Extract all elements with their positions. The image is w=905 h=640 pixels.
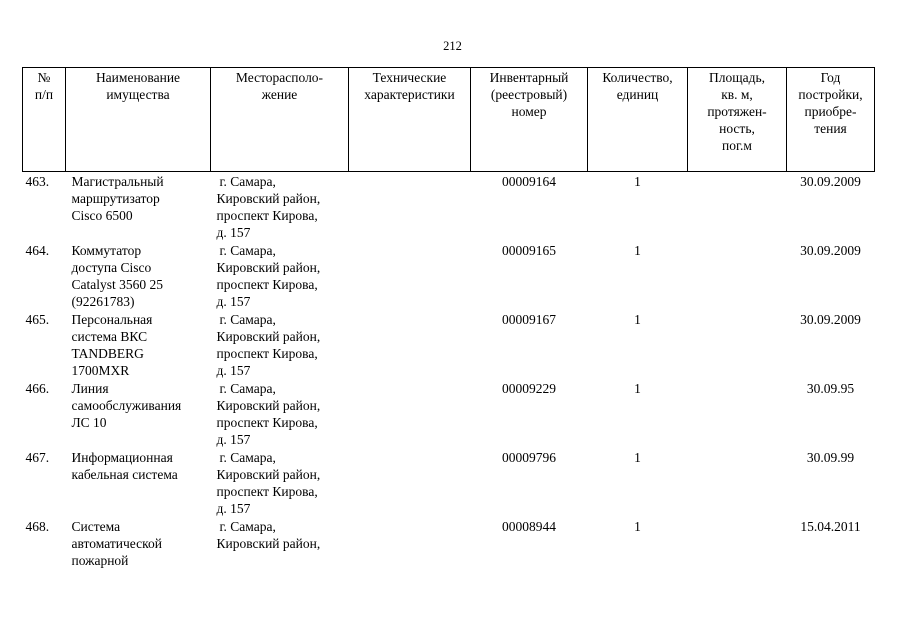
header-line: единиц xyxy=(616,87,659,102)
cell-name-line: Cisco 6500 xyxy=(71,208,133,223)
header-line: имущества xyxy=(106,87,170,102)
cell-area xyxy=(688,518,787,578)
cell-year: 30.09.2009 xyxy=(800,243,861,258)
cell-name-line: пожарной xyxy=(71,553,129,568)
header-name xyxy=(66,68,211,172)
cell-name xyxy=(66,449,211,518)
table-body xyxy=(23,172,875,579)
cell-location-line: проспект Кирова, xyxy=(216,346,318,361)
cell-location-line: Кировский район, xyxy=(216,260,321,275)
cell-location-line: проспект Кирова, xyxy=(216,208,318,223)
cell-name-line: TANDBERG xyxy=(71,346,144,361)
cell-location-line: Кировский район, xyxy=(216,467,321,482)
header-year xyxy=(787,68,875,172)
cell-name-line: ЛС 10 xyxy=(71,415,107,430)
cell-name xyxy=(66,172,211,243)
header-line: номер xyxy=(511,104,547,119)
table-header xyxy=(23,68,875,172)
cell-number: 464. xyxy=(25,243,50,258)
header-line: протяжен- xyxy=(707,104,767,119)
cell-name-line: 1700MXR xyxy=(71,363,130,378)
table-row xyxy=(23,242,875,311)
header-line: Год xyxy=(820,70,841,85)
cell-location xyxy=(211,311,349,380)
cell-location xyxy=(211,172,349,243)
cell-number: 468. xyxy=(25,519,50,534)
cell-location-line: г. Самара, xyxy=(219,519,276,534)
cell-name xyxy=(66,518,211,578)
header-area xyxy=(688,68,787,172)
cell-name-line: Информационная xyxy=(71,450,173,465)
cell-tech xyxy=(349,242,471,311)
cell-location-line: Кировский район, xyxy=(216,329,321,344)
cell-quantity: 1 xyxy=(634,519,641,534)
header-inventory xyxy=(471,68,588,172)
property-table xyxy=(22,67,875,578)
cell-tech xyxy=(349,449,471,518)
cell-quantity: 1 xyxy=(634,243,641,258)
table-row xyxy=(23,380,875,449)
header-line: Наименование xyxy=(95,70,181,85)
cell-location xyxy=(211,518,349,578)
cell-year: 30.09.95 xyxy=(806,381,855,396)
cell-location-line: проспект Кирова, xyxy=(216,415,318,430)
header-line: Технические xyxy=(372,70,447,85)
cell-name xyxy=(66,380,211,449)
cell-area xyxy=(688,449,787,518)
header-line: ность, xyxy=(719,121,755,136)
cell-location xyxy=(211,449,349,518)
cell-area xyxy=(688,311,787,380)
header-line: кв. м, xyxy=(721,87,753,102)
cell-location-line: Кировский район, xyxy=(216,191,321,206)
header-location xyxy=(211,68,349,172)
cell-name-line: (92261783) xyxy=(71,294,135,309)
cell-name-line: Коммутатор xyxy=(71,243,142,258)
header-line: п/п xyxy=(34,87,54,102)
cell-name-line: кабельная система xyxy=(71,467,178,482)
header-line: Месторасполо- xyxy=(235,70,324,85)
cell-name-line: самообслуживания xyxy=(71,398,182,413)
header-line: (реестровый) xyxy=(490,87,568,102)
header-line: жение xyxy=(261,87,298,102)
cell-year: 30.09.99 xyxy=(806,450,855,465)
header-line: Площадь, xyxy=(708,70,766,85)
cell-location-line: проспект Кирова, xyxy=(216,277,318,292)
header-line: № xyxy=(37,70,51,85)
cell-location-line: Кировский район, xyxy=(216,536,321,551)
header-line: постройки, xyxy=(798,87,863,102)
cell-location xyxy=(211,242,349,311)
cell-inventory: 00009229 xyxy=(502,381,556,396)
cell-location-line: д. 157 xyxy=(216,501,251,516)
cell-location-line: г. Самара, xyxy=(219,174,276,189)
cell-location-line: д. 157 xyxy=(216,294,251,309)
cell-name-line: система ВКС xyxy=(71,329,148,344)
cell-location-line: г. Самара, xyxy=(219,381,276,396)
header-row xyxy=(23,68,875,172)
cell-quantity: 1 xyxy=(634,450,641,465)
cell-quantity: 1 xyxy=(634,381,641,396)
header-line: пог.м xyxy=(722,138,752,153)
cell-location-line: д. 157 xyxy=(216,363,251,378)
cell-location-line: д. 157 xyxy=(216,432,251,447)
table-row xyxy=(23,449,875,518)
cell-name-line: доступа Cisco xyxy=(71,260,152,275)
header-line: Инвентарный xyxy=(489,70,569,85)
cell-name-line: Персональная xyxy=(71,312,153,327)
cell-year: 15.04.2011 xyxy=(800,519,861,534)
cell-tech xyxy=(349,172,471,243)
cell-inventory: 00008944 xyxy=(502,519,556,534)
cell-inventory: 00009796 xyxy=(502,450,556,465)
header-line: приобре- xyxy=(804,104,857,119)
cell-name-line: маршрутизатор xyxy=(71,191,160,206)
header-line: Количество, xyxy=(602,70,673,85)
cell-number: 467. xyxy=(25,450,50,465)
cell-tech xyxy=(349,380,471,449)
cell-location-line: Кировский район, xyxy=(216,398,321,413)
cell-quantity: 1 xyxy=(634,312,641,327)
header-line: характеристики xyxy=(364,87,455,102)
header-quantity xyxy=(588,68,688,172)
cell-quantity: 1 xyxy=(634,174,641,189)
cell-location-line: г. Самара, xyxy=(219,450,276,465)
header-number xyxy=(23,68,66,172)
cell-area xyxy=(688,242,787,311)
cell-location-line: д. 157 xyxy=(216,225,251,240)
cell-name-line: Линия xyxy=(71,381,109,396)
header-tech xyxy=(349,68,471,172)
cell-tech xyxy=(349,518,471,578)
cell-year: 30.09.2009 xyxy=(800,174,861,189)
table-row xyxy=(23,311,875,380)
cell-name xyxy=(66,242,211,311)
cell-name-line: Магистральный xyxy=(71,174,164,189)
cell-inventory: 00009165 xyxy=(502,243,556,258)
cell-number: 463. xyxy=(25,174,50,189)
cell-tech xyxy=(349,311,471,380)
cell-location-line: проспект Кирова, xyxy=(216,484,318,499)
cell-area xyxy=(688,172,787,243)
cell-inventory: 00009167 xyxy=(502,312,556,327)
cell-year: 30.09.2009 xyxy=(800,312,861,327)
cell-location-line: г. Самара, xyxy=(219,243,276,258)
cell-area xyxy=(688,380,787,449)
cell-name-line: автоматической xyxy=(71,536,162,551)
cell-number: 465. xyxy=(25,312,50,327)
table-row xyxy=(23,172,875,243)
page-number: 212 xyxy=(443,39,462,53)
table-row xyxy=(23,518,875,578)
cell-location-line: г. Самара, xyxy=(219,312,276,327)
header-line: тения xyxy=(814,121,847,136)
cell-name xyxy=(66,311,211,380)
cell-location xyxy=(211,380,349,449)
cell-name-line: Система xyxy=(71,519,121,534)
cell-number: 466. xyxy=(25,381,50,396)
cell-name-line: Catalyst 3560 25 xyxy=(71,277,163,292)
cell-inventory: 00009164 xyxy=(502,174,556,189)
